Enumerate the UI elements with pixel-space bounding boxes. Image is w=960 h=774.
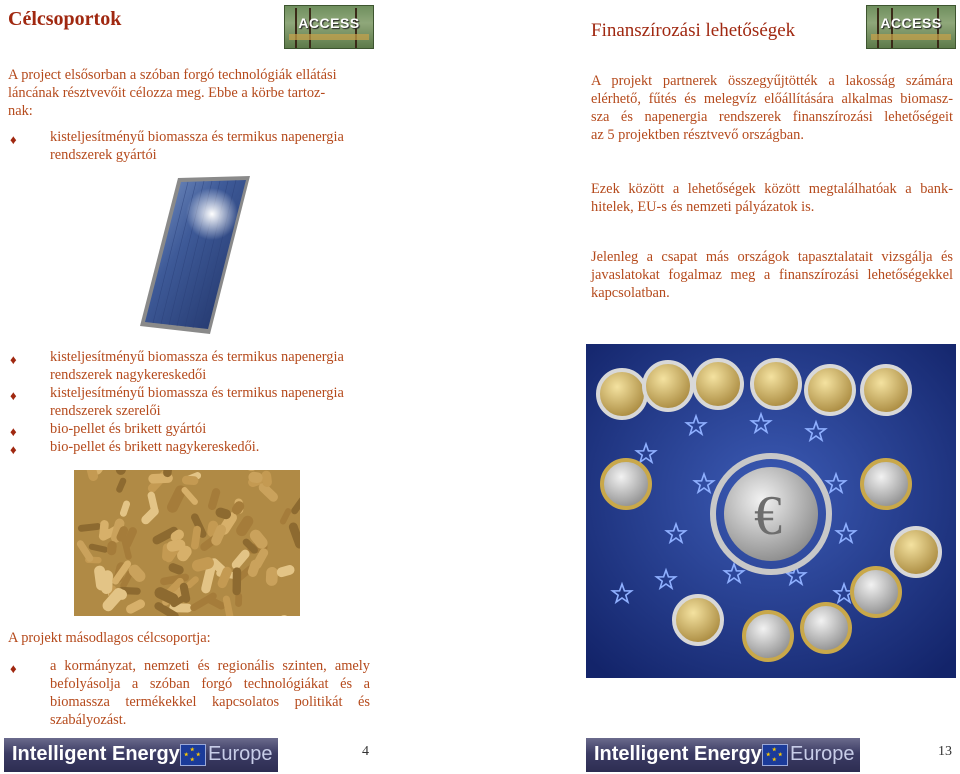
solar-panel-image	[140, 176, 250, 334]
intelligent-energy-logo-right: Intelligent Energy ★ ★ ★ ★ Europe	[586, 738, 860, 772]
eu-flag-icon: ★ ★ ★ ★	[180, 744, 206, 766]
right-para-2: Ezek között a lehetőségek között megtalálhatóak a bank- hitelek, EU-s és nemzeti pályázatok is.	[591, 181, 953, 215]
list-item: ♦ kisteljesítményű biomassza és termikus napenergia rendszerek nagykereskedői	[10, 349, 344, 383]
diamond-bullet-icon: ♦	[10, 442, 17, 457]
left-page-title: Célcsoportok	[8, 8, 122, 30]
right-page-title: Finanszírozási lehetőségek	[591, 20, 796, 41]
diamond-bullet-icon: ♦	[10, 132, 17, 147]
wood-pellets-image	[74, 470, 300, 616]
diamond-bullet-icon: ♦	[10, 388, 17, 403]
access-logo-left: ACCESS	[284, 5, 374, 49]
svg-text:€: €	[754, 485, 782, 547]
list-item: ♦ bio-pellet és brikett nagykereskedői.	[10, 439, 260, 457]
list-item: ♦ a kormányzat, nemzeti és regionális szinten, amely befolyásolja a szóban forgó technológiákat és a biomassza termékekkel kapcsolatos politikát és szabályozást.	[10, 658, 370, 728]
diamond-bullet-icon: ♦	[10, 424, 17, 439]
right-para-1: A projekt partnerek összegyűjtötték a lakosság számára elérhető, fűtés és melegvíz előállítására alkalmas biomasz- sza és napenergia rendszerek finanszírozási lehetőségeit az 5 projektben résztvevő országban.	[591, 73, 953, 143]
diamond-bullet-icon: ♦	[10, 661, 17, 676]
euro-coins-image	[586, 344, 956, 678]
eu-flag-icon: ★ ★ ★ ★	[762, 744, 788, 766]
page-number-left: 4	[362, 744, 369, 759]
secondary-heading: A projekt másodlagos célcsoportja:	[8, 630, 211, 646]
left-intro: A project elsősorban a szóban forgó technológiák ellátási láncának résztvevőit célozza meg. Ebbe a körbe tartoz- nak:	[8, 67, 337, 119]
access-logo-right: ACCESS	[866, 5, 956, 49]
list-item: ♦ kisteljesítményű biomassza és termikus napenergia rendszerek szerelői	[10, 385, 344, 419]
right-para-3: Jelenleg a csapat más országok tapasztalatait vizsgálja és javaslatokat fogalmaz meg a finanszírozási lehetőségekkel kapcsolatban.	[591, 249, 953, 301]
page-number-right: 13	[938, 744, 952, 759]
intelligent-energy-logo-left: Intelligent Energy ★ ★ ★ ★ Europe	[4, 738, 278, 772]
diamond-bullet-icon: ♦	[10, 352, 17, 367]
list-item: ♦ kisteljesítményű biomassza és termikus napenergia rendszerek gyártói	[10, 129, 344, 163]
list-item: ♦ bio-pellet és brikett gyártói	[10, 421, 207, 439]
